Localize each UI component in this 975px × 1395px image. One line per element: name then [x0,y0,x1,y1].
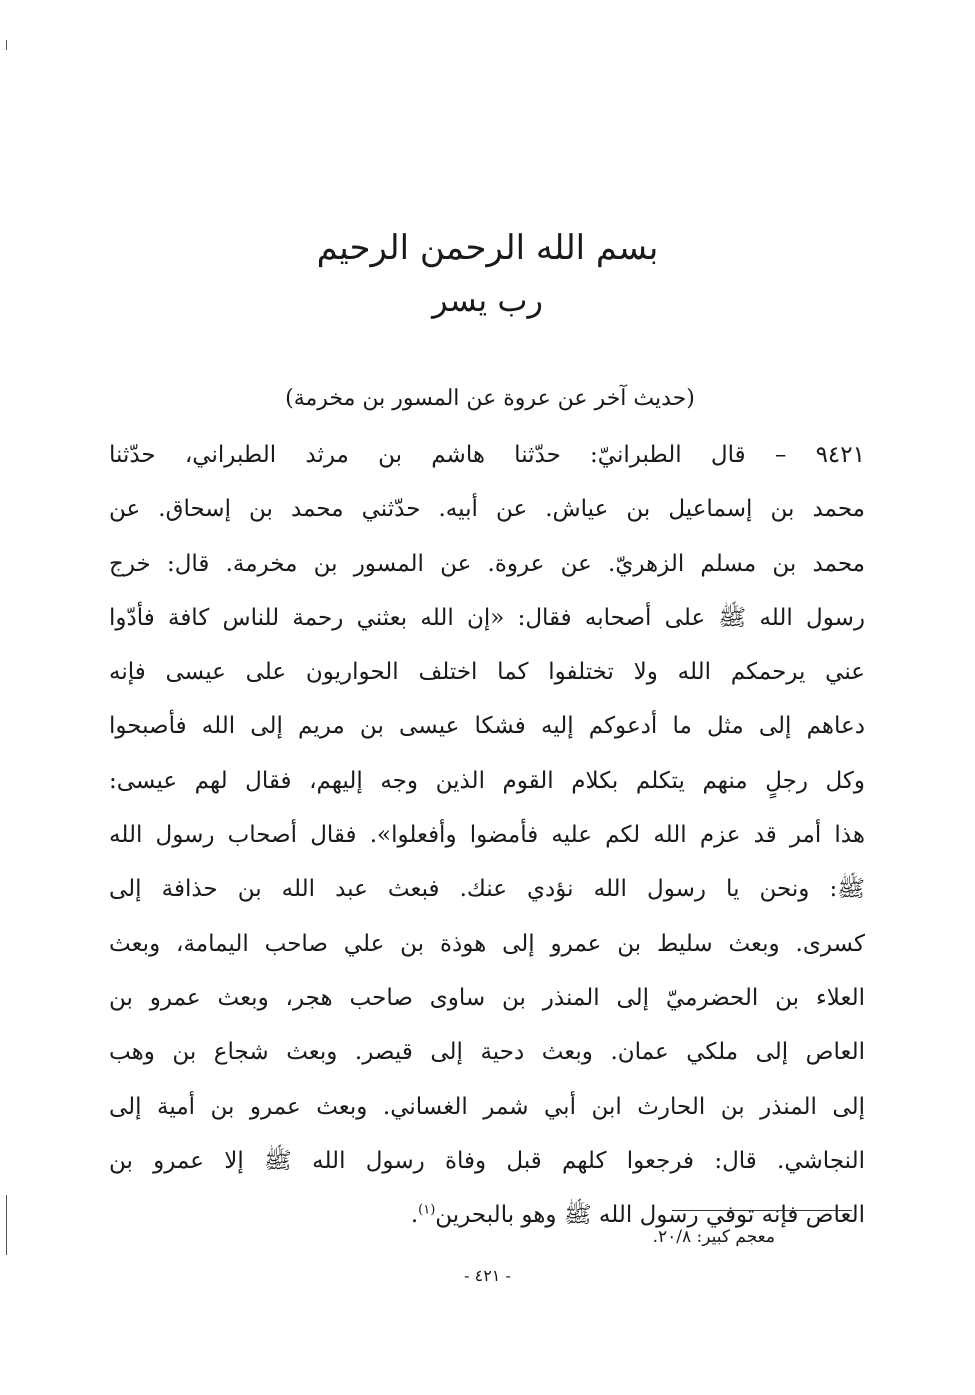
text-line: كسرى. وبعث سليط بن عمرو إلى هوذة بن علي صاحب اليمامة، وبعث [109,930,865,957]
hadith-text [109,428,865,1242]
text-line: وكل رجلٍ منهم يتكلم بكلام القوم الذين وجه إليهم، فقال لهم عيسى: [109,767,865,794]
text-line: رسول الله ﷺ على أصحابه فقال: «إن الله بعثني رحمة للناس كافة فأدّوا [109,604,865,631]
text-line: محمد بن إسماعيل بن عياش. عن أبيه. حدّثني محمد بن إسحاق. عن [109,496,865,523]
text-line: العلاء بن الحضرميّ إلى المنذر بن ساوى صاحب هجر، وبعث عمرو بن [109,984,865,1011]
text-line: إلى المنذر بن الحارث ابن أبي شمر الغساني. وبعث عمرو بن أمية إلى [109,1093,865,1120]
text-line: العاص إلى ملكي عمان. وبعث دحية إلى قيصر. وبعث شجاع بن وهب [109,1039,865,1066]
text-line-content: العاص فإنه توفي رسول الله ﷺ وهو بالبحرين [435,1202,865,1229]
footnote-separator [672,1210,852,1211]
page-number: - ٤٢١ - [464,1266,511,1285]
text-line: عني يرحمكم الله ولا تختلفوا كما اختلف الحواريون على عيسى فإنه [109,659,865,686]
text-line: النجاشي. قال: فرجعوا كلهم قبل وفاة رسول الله ﷺ إلا عمرو بن [109,1147,865,1174]
text-line: ﷺ: ونحن يا رسول الله نؤدي عنك. فبعث عبد الله بن حذافة إلى [109,876,865,903]
line-end-period: . [410,1202,419,1229]
scan-edge-mark [6,1195,7,1255]
section-title: (حديث آخر عن عروة عن المسور بن مخرمة) [285,386,695,411]
text-line: دعاهم إلى مثل ما أدعوكم إليه فشكا عيسى بن مريم إلى الله فأصبحوا [109,713,865,740]
footnote-marker: (١) [418,1202,436,1218]
scan-edge-mark [6,40,7,50]
footnote-text: معجم كبير: ٢٠/٨. [652,1227,775,1247]
text-line: محمد بن مسلم الزهريّ. عن عروة. عن المسور بن مخرمة. قال: خرج [109,550,865,577]
rabb-yassir-calligraphy: رب يسر [432,281,543,319]
basmala-calligraphy: بسم الله الرحمن الرحيم [316,228,659,268]
text-line: ٩٤٢١ – قال الطبرانيّ: حدّثنا هاشم بن مرثد الطبراني، حدّثنا [109,442,865,468]
text-line: هذا أمر قد عزم الله لكم عليه فأمضوا وأفعلوا». فقال أصحاب رسول الله [109,822,865,849]
